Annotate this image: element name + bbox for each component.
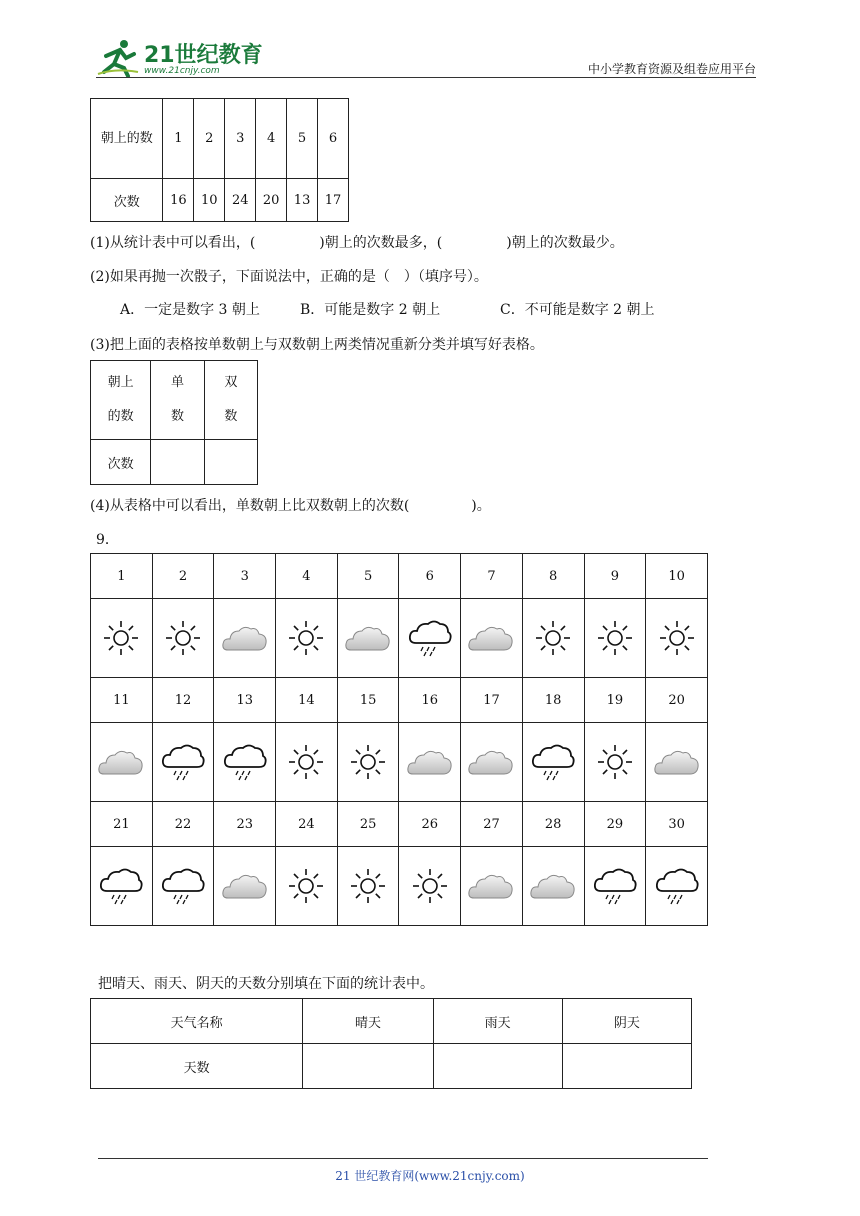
odd-count-cell[interactable] (151, 440, 204, 485)
problem-number: 9． (96, 532, 119, 548)
weather-icon-row (91, 847, 708, 926)
class-count-header: 次数 (91, 440, 151, 485)
day-number: 14 (276, 678, 338, 723)
sun-icon (585, 742, 646, 782)
day-weather (337, 847, 399, 926)
day-number: 28 (522, 802, 584, 847)
sunny-days-cell[interactable] (303, 1044, 433, 1089)
dice-face: 6 (318, 99, 349, 179)
day-weather (399, 847, 461, 926)
footer-text: 21 世纪教育网(www.21cnjy.com) (335, 1169, 525, 1183)
day-number: 8 (522, 554, 584, 599)
rain-icon (91, 866, 152, 906)
cloud-icon (338, 620, 399, 656)
day-weather (584, 847, 646, 926)
cloud-icon (461, 868, 522, 904)
day-number: 22 (152, 802, 214, 847)
cloud-icon (461, 620, 522, 656)
day-number: 24 (276, 802, 338, 847)
logo-url: www.21cnjy.com (144, 66, 220, 76)
dice-count: 10 (194, 179, 225, 222)
day-number: 7 (461, 554, 523, 599)
day-weather (646, 599, 708, 678)
cloudy-days-cell[interactable] (562, 1044, 691, 1089)
dice-count: 16 (163, 179, 194, 222)
dice-count: 24 (225, 179, 256, 222)
weather-stats-table (90, 998, 692, 1089)
dice-count: 17 (318, 179, 349, 222)
day-weather (337, 723, 399, 802)
stats-header-name: 天气名称 (91, 999, 303, 1044)
cloud-icon (91, 744, 152, 780)
rain-icon (399, 618, 460, 658)
day-weather (399, 723, 461, 802)
day-number: 3 (214, 554, 276, 599)
rain-icon (523, 742, 584, 782)
dice-face: 5 (287, 99, 318, 179)
day-weather (276, 847, 338, 926)
rain-icon (646, 866, 707, 906)
day-weather (276, 723, 338, 802)
option-a: A．一定是数字 3 朝上 (120, 302, 260, 318)
cloud-icon (461, 744, 522, 780)
dice-count: 20 (256, 179, 287, 222)
count-header: 次数 (91, 179, 163, 222)
day-number: 5 (337, 554, 399, 599)
class-header-face-text: 朝上的数 (107, 375, 134, 424)
day-number: 18 (522, 678, 584, 723)
sun-icon (153, 618, 214, 658)
day-weather (646, 723, 708, 802)
platform-name: 中小学教育资源及组卷应用平台 (587, 62, 756, 76)
weather-day-row (91, 802, 708, 847)
cloud-icon (523, 868, 584, 904)
option-b: B．可能是数字 2 朝上 (300, 302, 441, 318)
stats-header-cloudy: 阴天 (562, 999, 691, 1044)
site-logo (96, 36, 266, 80)
weather-icon-row (91, 723, 708, 802)
day-weather (214, 599, 276, 678)
dice-face: 2 (194, 99, 225, 179)
dice-face: 1 (163, 99, 194, 179)
class-header-odd (151, 361, 204, 440)
day-weather (461, 847, 523, 926)
day-number: 10 (646, 554, 708, 599)
day-number: 1 (91, 554, 153, 599)
dice-table (90, 98, 349, 222)
sun-icon (276, 866, 337, 906)
day-number: 25 (337, 802, 399, 847)
logo-text: 21世纪教育 (144, 43, 263, 68)
day-weather (461, 723, 523, 802)
day-number: 26 (399, 802, 461, 847)
day-number: 13 (214, 678, 276, 723)
weather-day-row (91, 554, 708, 599)
class-header-odd-text: 单数 (170, 375, 184, 424)
stats-row-label: 天数 (91, 1044, 303, 1089)
dice-face: 3 (225, 99, 256, 179)
day-number: 16 (399, 678, 461, 723)
day-weather (522, 723, 584, 802)
sun-icon (338, 866, 399, 906)
sun-icon (276, 742, 337, 782)
day-number: 30 (646, 802, 708, 847)
day-weather (91, 847, 153, 926)
sun-icon (523, 618, 584, 658)
rain-icon (153, 866, 214, 906)
day-number: 6 (399, 554, 461, 599)
cloud-icon (399, 744, 460, 780)
runner-logo-icon (96, 38, 140, 78)
weather-calendar (90, 553, 708, 926)
cloud-icon (214, 620, 275, 656)
dice-count: 13 (287, 179, 318, 222)
question-1-text-a: (1)从统计表中可以看出，( (90, 235, 256, 251)
footer-divider (98, 1158, 708, 1159)
question-1-text-b: )朝上的次数最多，( (319, 235, 443, 251)
dice-face-header: 朝上的数 (91, 99, 163, 179)
day-number: 19 (584, 678, 646, 723)
day-number: 29 (584, 802, 646, 847)
day-number: 9 (584, 554, 646, 599)
sun-icon (399, 866, 460, 906)
day-number: 2 (152, 554, 214, 599)
day-number: 21 (91, 802, 153, 847)
day-weather (522, 847, 584, 926)
rain-icon (585, 866, 646, 906)
sun-icon (585, 618, 646, 658)
day-weather (276, 599, 338, 678)
rain-icon (214, 742, 275, 782)
day-number: 12 (152, 678, 214, 723)
day-weather (152, 847, 214, 926)
class-header-face (91, 361, 151, 440)
day-number: 15 (337, 678, 399, 723)
question-4-text-b: )。 (471, 498, 491, 514)
day-number: 23 (214, 802, 276, 847)
weather-icon-row (91, 599, 708, 678)
day-weather (152, 723, 214, 802)
even-count-cell[interactable] (204, 440, 257, 485)
classification-table (90, 360, 258, 485)
day-weather (91, 723, 153, 802)
question-4-text-a: (4)从表格中可以看出，单数朝上比双数朝上的次数( (90, 498, 410, 514)
stats-header-sunny: 晴天 (303, 999, 433, 1044)
day-number: 27 (461, 802, 523, 847)
stats-instruction: 把晴天、雨天、阴天的天数分别填在下面的统计表中。 (98, 976, 434, 992)
day-number: 17 (461, 678, 523, 723)
question-1-text-c: )朝上的次数最少。 (506, 235, 624, 251)
day-weather (214, 723, 276, 802)
cloud-icon (646, 744, 707, 780)
cloud-icon (214, 868, 275, 904)
question-4 (90, 495, 491, 515)
sun-icon (91, 618, 152, 658)
day-number: 20 (646, 678, 708, 723)
day-weather (584, 723, 646, 802)
question-1 (90, 232, 624, 252)
sun-icon (338, 742, 399, 782)
question-3: (3)把上面的表格按单数朝上与双数朝上两类情况重新分类并填写好表格。 (90, 337, 544, 353)
rainy-days-cell[interactable] (433, 1044, 562, 1089)
day-weather (152, 599, 214, 678)
day-weather (91, 599, 153, 678)
day-weather (399, 599, 461, 678)
day-weather (584, 599, 646, 678)
stats-header-rainy: 雨天 (433, 999, 562, 1044)
dice-face: 4 (256, 99, 287, 179)
rain-icon (153, 742, 214, 782)
sun-icon (646, 618, 707, 658)
sun-icon (276, 618, 337, 658)
day-number: 11 (91, 678, 153, 723)
day-weather (461, 599, 523, 678)
option-c: C．不可能是数字 2 朝上 (500, 302, 655, 318)
day-weather (646, 847, 708, 926)
day-weather (214, 847, 276, 926)
header-divider (96, 77, 756, 78)
day-number: 4 (276, 554, 338, 599)
class-header-even (204, 361, 257, 440)
class-header-even-text: 双数 (224, 375, 238, 424)
day-weather (337, 599, 399, 678)
question-2: (2)如果再抛一次骰子，下面说法中，正确的是（ ）（填序号）。 (90, 269, 488, 285)
day-weather (522, 599, 584, 678)
weather-day-row (91, 678, 708, 723)
